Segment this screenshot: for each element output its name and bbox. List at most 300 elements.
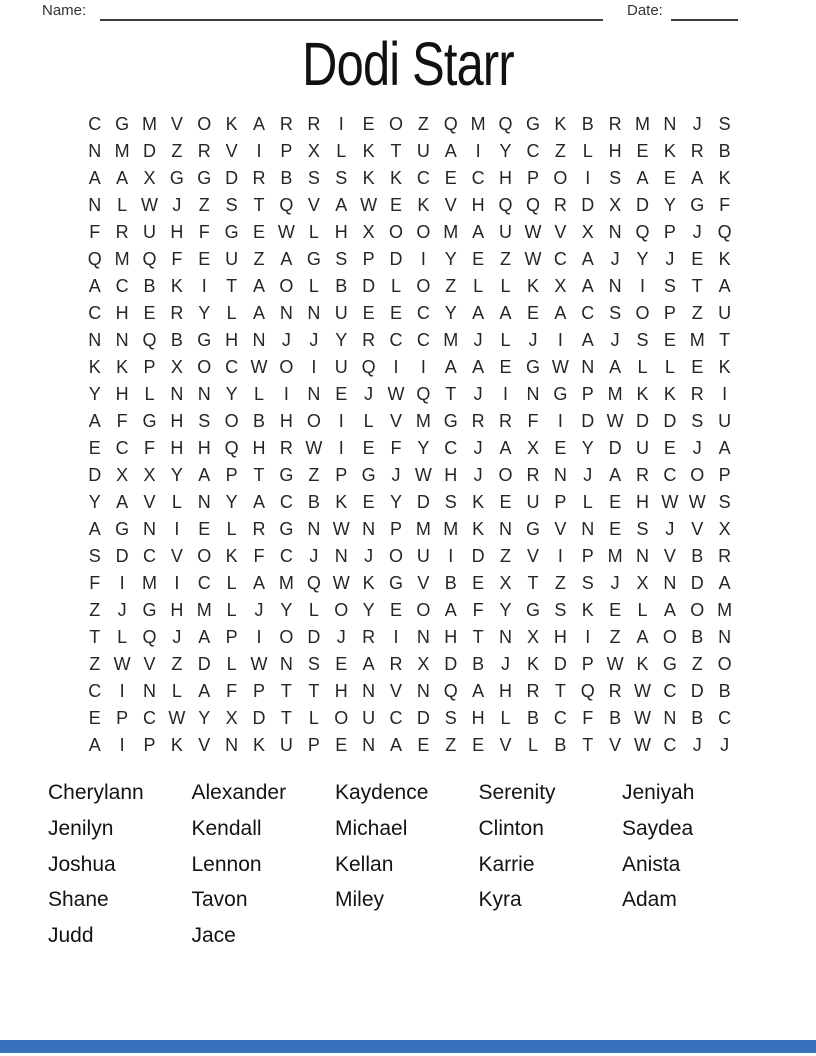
word-list-item: Michael (335, 816, 408, 840)
grid-letter: I (174, 573, 180, 593)
grid-letter: E (499, 492, 512, 512)
grid-letter: O (306, 411, 321, 431)
grid-letter: I (420, 357, 426, 377)
grid-letter: C (526, 141, 540, 161)
grid-letter: A (198, 681, 211, 701)
grid-letter: A (609, 465, 622, 485)
grid-letter: H (279, 411, 293, 431)
grid-letter: Z (445, 735, 457, 755)
grid-letter: X (170, 357, 183, 377)
grid-letter: X (417, 654, 430, 674)
grid-letter: O (416, 600, 431, 620)
grid-letter: K (663, 141, 676, 161)
grid-letter: S (609, 303, 622, 323)
grid-letter: G (115, 114, 130, 134)
grid-letter: E (198, 519, 211, 539)
grid-letter: O (388, 222, 403, 242)
grid-letter: O (388, 114, 403, 134)
grid-letter: K (253, 735, 266, 755)
grid-letter: B (718, 141, 731, 161)
grid-letter: C (279, 546, 293, 566)
grid-letter: X (636, 573, 649, 593)
grid-letter: N (197, 492, 211, 512)
grid-letter: R (279, 114, 293, 134)
grid-letter: S (554, 600, 567, 620)
grid-letter: E (444, 168, 457, 188)
grid-letter: W (524, 249, 542, 269)
grid-letter: O (717, 654, 732, 674)
grid-letter: J (172, 195, 182, 215)
grid-letter: N (334, 546, 348, 566)
grid-letter: I (393, 357, 399, 377)
word-list-column (622, 775, 766, 954)
grid-letter: I (420, 249, 426, 269)
grid-letter: X (554, 276, 567, 296)
grid-letter: V (198, 735, 211, 755)
grid-letter: Z (500, 249, 512, 269)
grid-letter: Y (198, 708, 211, 728)
grid-letter: M (689, 330, 705, 350)
grid-letter: Q (635, 222, 650, 242)
grid-letter: W (168, 708, 186, 728)
grid-letter: S (307, 168, 320, 188)
grid-letter: S (581, 573, 594, 593)
grid-letter: Q (443, 681, 458, 701)
grid-letter: F (143, 438, 155, 458)
grid-letter: P (335, 465, 348, 485)
grid-letter: J (473, 384, 483, 404)
grid-letter: N (608, 222, 622, 242)
grid-letter: O (279, 276, 294, 296)
grid-letter: E (143, 303, 156, 323)
grid-letter: H (499, 681, 513, 701)
grid-letter: B (143, 276, 156, 296)
grid-letter: V (143, 492, 156, 512)
grid-letter: C (471, 168, 485, 188)
grid-letter: A (472, 357, 485, 377)
grid-letter: I (174, 519, 180, 539)
grid-letter: D (663, 411, 677, 431)
grid-letter: Q (142, 627, 157, 647)
grid-letter: D (636, 411, 649, 431)
grid-letter: H (334, 222, 348, 242)
grid-letter: D (581, 411, 595, 431)
grid-letter: S (691, 411, 704, 431)
grid-letter: N (88, 330, 102, 350)
grid-letter: U (636, 438, 649, 458)
grid-letter: P (143, 357, 156, 377)
grid-letter: S (444, 708, 457, 728)
grid-letter: L (500, 330, 511, 350)
grid-letter: O (690, 465, 705, 485)
grid-letter: H (553, 627, 567, 647)
grid-letter: H (115, 303, 129, 323)
grid-letter: S (307, 654, 320, 674)
grid-letter: D (416, 708, 430, 728)
grid-letter: W (305, 438, 323, 458)
grid-letter: I (256, 141, 262, 161)
grid-letter: C (416, 330, 430, 350)
grid-letter: Z (171, 141, 183, 161)
grid-letter: C (663, 465, 677, 485)
date-write-line (671, 19, 738, 21)
grid-letter: H (444, 627, 458, 647)
grid-letter: T (527, 573, 539, 593)
grid-letter: P (663, 303, 676, 323)
grid-letter: Z (691, 303, 703, 323)
grid-letter: H (170, 438, 184, 458)
grid-letter: I (585, 168, 591, 188)
grid-letter: E (88, 708, 101, 728)
grid-letter: G (690, 195, 705, 215)
grid-letter: D (252, 708, 266, 728)
grid-letter: L (308, 708, 319, 728)
grid-letter: U (718, 411, 732, 431)
grid-letter: H (170, 600, 184, 620)
grid-letter: Z (554, 573, 566, 593)
grid-letter: P (526, 168, 539, 188)
grid-letter: W (332, 519, 350, 539)
grid-letter: L (582, 492, 593, 512)
grid-letter: E (636, 141, 649, 161)
grid-letter: L (226, 600, 237, 620)
grid-letter: D (581, 195, 595, 215)
grid-letter: T (554, 681, 566, 701)
grid-letter: P (389, 519, 402, 539)
grid-letter: E (335, 735, 348, 755)
grid-letter: T (226, 276, 238, 296)
grid-letter: W (387, 384, 405, 404)
word-list-column (335, 775, 479, 954)
grid-letter: W (332, 573, 350, 593)
grid-letter: L (144, 384, 155, 404)
grid-letter: U (416, 546, 430, 566)
grid-letter: U (499, 222, 513, 242)
grid-letter: E (362, 438, 375, 458)
grid-letter: J (309, 330, 319, 350)
grid-letter: U (142, 222, 156, 242)
grid-letter: V (663, 546, 676, 566)
grid-letter: N (718, 627, 732, 647)
grid-letter: E (663, 438, 676, 458)
grid-letter: G (197, 168, 212, 188)
grid-letter: N (197, 384, 211, 404)
grid-letter: E (609, 600, 622, 620)
grid-letter: G (525, 357, 540, 377)
grid-letter: F (472, 600, 484, 620)
grid-letter: P (554, 492, 567, 512)
grid-letter: K (636, 654, 649, 674)
grid-letter: T (89, 627, 101, 647)
grid-letter: A (609, 357, 622, 377)
grid-letter: K (526, 654, 539, 674)
grid-letter: N (252, 330, 266, 350)
grid-letter: C (553, 249, 567, 269)
grid-letter: N (279, 303, 293, 323)
grid-letter: R (608, 114, 622, 134)
footer-accent-bar (0, 1040, 816, 1053)
grid-letter: E (389, 195, 402, 215)
grid-letter: J (665, 249, 675, 269)
grid-letter: U (526, 492, 540, 512)
grid-letter: N (88, 141, 102, 161)
grid-letter: I (119, 735, 125, 755)
grid-letter: Y (362, 600, 375, 620)
grid-letter: E (691, 249, 704, 269)
grid-letter: K (362, 141, 375, 161)
grid-letter: X (362, 222, 375, 242)
grid-letter: J (172, 627, 182, 647)
grid-letter: A (444, 141, 457, 161)
grid-letter: N (636, 546, 649, 566)
word-list-item: Judd (48, 924, 94, 948)
grid-letter: A (198, 627, 211, 647)
grid-letter: A (88, 735, 101, 755)
grid-letter: A (472, 222, 485, 242)
grid-letter: E (472, 249, 485, 269)
grid-letter: B (444, 573, 457, 593)
grid-letter: I (311, 357, 317, 377)
grid-letter: J (117, 600, 127, 620)
word-list-item: Clinton (478, 816, 544, 840)
grid-letter: G (279, 519, 294, 539)
grid-letter: M (415, 411, 431, 431)
grid-letter: G (388, 573, 403, 593)
grid-letter: T (719, 330, 731, 350)
grid-letter: E (389, 600, 402, 620)
grid-letter: N (581, 519, 595, 539)
grid-letter: I (201, 276, 207, 296)
grid-letter: W (634, 681, 651, 701)
grid-letter: O (197, 357, 212, 377)
grid-letter: L (637, 600, 648, 620)
grid-letter: W (688, 492, 706, 512)
grid-letter: L (226, 303, 237, 323)
grid-letter: R (608, 681, 622, 701)
grid-letter: U (416, 141, 430, 161)
grid-letter: D (307, 627, 321, 647)
grid-letter: X (499, 573, 512, 593)
grid-letter: K (526, 276, 539, 296)
grid-letter: H (225, 330, 239, 350)
grid-letter: M (470, 114, 486, 134)
grid-letter: E (499, 357, 512, 377)
grid-letter: L (226, 654, 237, 674)
grid-letter: N (416, 627, 430, 647)
grid-letter: I (256, 627, 262, 647)
grid-letter: V (307, 195, 320, 215)
grid-letter: Q (443, 114, 458, 134)
grid-letter: C (225, 357, 239, 377)
grid-letter: H (170, 411, 184, 431)
grid-letter: A (444, 357, 457, 377)
grid-letter: B (554, 735, 567, 755)
grid-letter: J (528, 330, 538, 350)
grid-letter: Q (142, 249, 157, 269)
grid-letter: N (581, 357, 595, 377)
grid-letter: I (393, 627, 399, 647)
grid-letter: Y (663, 195, 676, 215)
grid-letter: P (225, 465, 238, 485)
grid-letter: O (279, 627, 294, 647)
grid-letter: A (636, 168, 649, 188)
grid-letter: X (609, 195, 622, 215)
grid-letter: O (416, 222, 431, 242)
grid-letter: Y (499, 141, 512, 161)
grid-letter: I (283, 384, 289, 404)
grid-letter: M (717, 600, 733, 620)
grid-letter: W (634, 735, 651, 755)
grid-letter: D (115, 546, 129, 566)
grid-letter: E (335, 384, 348, 404)
grid-letter: F (719, 195, 731, 215)
grid-letter: W (113, 654, 131, 674)
grid-letter: D (444, 654, 458, 674)
grid-letter: A (444, 600, 457, 620)
grid-letter: E (663, 168, 676, 188)
grid-letter: L (117, 627, 128, 647)
grid-letter: K (554, 114, 567, 134)
grid-letter: E (472, 573, 485, 593)
grid-letter: C (389, 708, 403, 728)
grid-letter: D (553, 654, 567, 674)
grid-letter: C (416, 303, 430, 323)
grid-letter: R (252, 168, 266, 188)
grid-letter: E (362, 303, 375, 323)
grid-letter: V (554, 519, 567, 539)
grid-letter: B (609, 708, 622, 728)
grid-letter: K (116, 357, 129, 377)
grid-letter: E (609, 492, 622, 512)
grid-letter: T (308, 681, 320, 701)
grid-letter: J (309, 546, 319, 566)
grid-letter: T (390, 141, 402, 161)
grid-letter: J (473, 438, 483, 458)
grid-letter: R (526, 681, 540, 701)
grid-letter: Y (389, 492, 402, 512)
grid-letter: L (171, 492, 182, 512)
grid-letter: O (197, 114, 212, 134)
grid-letter: H (444, 465, 458, 485)
grid-letter: Z (554, 141, 566, 161)
grid-letter: K (88, 357, 101, 377)
grid-letter: B (581, 114, 594, 134)
grid-letter: R (690, 384, 704, 404)
grid-letter: F (527, 411, 539, 431)
grid-letter: N (663, 573, 677, 593)
grid-letter: Z (89, 654, 101, 674)
grid-letter: T (280, 708, 292, 728)
grid-letter: K (472, 492, 485, 512)
grid-letter: C (88, 114, 102, 134)
grid-letter: D (197, 654, 211, 674)
grid-letter: X (143, 465, 156, 485)
grid-letter: P (280, 141, 293, 161)
grid-letter: I (585, 627, 591, 647)
grid-letter: V (170, 114, 183, 134)
grid-letter: B (526, 708, 539, 728)
grid-letter: P (116, 708, 129, 728)
grid-letter: X (307, 141, 320, 161)
grid-letter: G (525, 114, 540, 134)
grid-letter: Q (498, 195, 513, 215)
puzzle-title: Dodi Starr (302, 30, 514, 98)
word-list-item: Karrie (478, 852, 535, 876)
grid-letter: K (335, 492, 348, 512)
grid-letter: Y (444, 249, 457, 269)
grid-letter: F (198, 222, 210, 242)
grid-letter: O (635, 303, 650, 323)
grid-letter: E (362, 492, 375, 512)
grid-letter: I (338, 114, 344, 134)
grid-letter: K (718, 168, 731, 188)
grid-letter: B (280, 168, 293, 188)
grid-letter: K (225, 546, 238, 566)
grid-letter: B (691, 708, 704, 728)
grid-letter: I (557, 546, 563, 566)
grid-letter: A (499, 303, 512, 323)
grid-letter: E (362, 114, 375, 134)
grid-letter: W (524, 222, 542, 242)
grid-letter: E (554, 438, 567, 458)
grid-letter: A (472, 303, 485, 323)
grid-letter: N (307, 384, 321, 404)
word-list-item: Joshua (48, 852, 116, 876)
grid-letter: N (608, 276, 622, 296)
grid-letter: A (116, 492, 129, 512)
grid-letter: L (500, 276, 511, 296)
grid-letter: B (335, 276, 348, 296)
grid-letter: E (198, 249, 211, 269)
word-list-item: Lennon (191, 852, 262, 876)
grid-letter: A (581, 249, 594, 269)
grid-letter: R (471, 411, 485, 431)
grid-letter: I (338, 438, 344, 458)
grid-letter: O (662, 627, 677, 647)
grid-letter: Q (361, 357, 376, 377)
grid-letter: J (720, 735, 730, 755)
grid-letter: X (143, 168, 156, 188)
grid-letter: K (636, 384, 649, 404)
grid-letter: C (115, 276, 129, 296)
grid-letter: Y (444, 303, 457, 323)
grid-letter: A (636, 627, 649, 647)
grid-letter: O (197, 546, 212, 566)
grid-letter: Q (306, 573, 321, 593)
grid-letter: T (582, 735, 594, 755)
grid-letter: W (414, 465, 432, 485)
grid-letter: G (115, 519, 130, 539)
grid-letter: N (362, 681, 376, 701)
grid-letter: L (473, 276, 484, 296)
grid-letter: A (88, 168, 101, 188)
grid-letter: S (718, 492, 731, 512)
grid-letter: D (690, 681, 704, 701)
grid-letter: A (88, 411, 101, 431)
grid-letter: A (253, 276, 266, 296)
grid-letter: D (142, 141, 156, 161)
grid-letter: S (444, 492, 457, 512)
grid-letter: F (89, 573, 101, 593)
grid-letter: A (718, 438, 731, 458)
grid-letter: T (253, 465, 265, 485)
grid-letter: T (280, 681, 292, 701)
grid-letter: F (253, 546, 265, 566)
grid-letter: L (390, 276, 401, 296)
grid-letter: J (692, 735, 702, 755)
grid-letter: Q (498, 114, 513, 134)
grid-letter: N (499, 519, 513, 539)
